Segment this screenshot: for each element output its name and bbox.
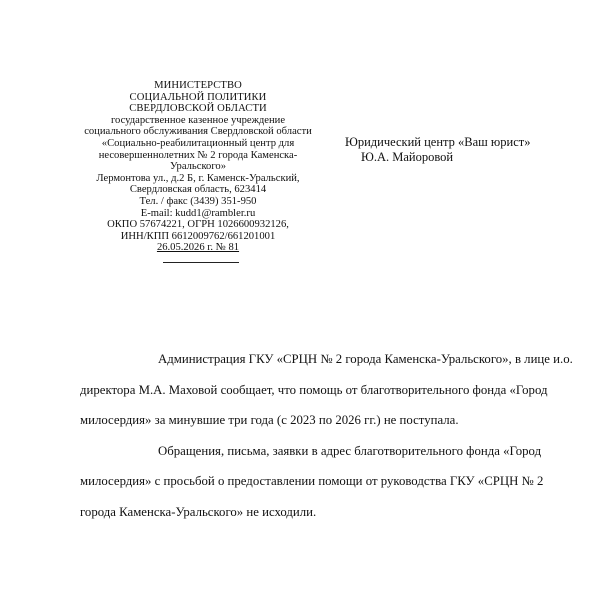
body-paragraph-1-line-3: милосердия» за минувшие три года (с 2023 по 2026 гг.) не поступала. [80,413,459,427]
recipient-organization: Юридический центр «Ваш юрист» [345,135,531,149]
letterhead-institution-type: государственное казенное учреждение [110,114,286,126]
letter-date-number: 26.05.2026 г. № 81 [156,242,240,254]
letterhead-institution-name-2: несовершеннолетних № 2 города Каменска- [98,149,298,161]
letterhead-ministry-dept: СОЦИАЛЬНОЙ ПОЛИТИКИ [129,91,267,103]
letter-body [80,344,582,527]
letterhead-address-2: Свердловская область, 623414 [129,184,267,196]
body-paragraph-2-line-2: милосердия» с просьбой о предоставлении помощи от руководства ГКУ «СРЦН № 2 [80,474,544,488]
letterhead-region: СВЕРДЛОВСКОЙ ОБЛАСТИ [129,103,267,115]
letterhead-institution-scope: социального обслуживания Свердловской области [84,126,312,138]
letterhead-institution-name-3: Уральского» [169,161,227,173]
letterhead-address-1: Лермонтова ул., д.2 Б, г. Каменск-Уральский, [96,172,300,184]
letterhead-okpo-ogrn: ОКПО 57674221, ОГРН 1026600932126, [107,219,289,231]
recipient-person: Ю.А. Майоровой [361,149,454,164]
reference-blank-line [163,262,239,263]
body-paragraph-1-line-1: Администрация ГКУ «СРЦН № 2 города Каменска-Уральского», в лице и.о. [158,352,573,366]
body-paragraph-1-line-2: директора М.А. Маховой сообщает, что помощь от благотворительного фонда «Город [80,382,548,397]
letterhead-institution-name-1: «Социально-реабилитационный центр для [101,137,295,149]
recipient-block [345,135,565,164]
body-paragraph-2-line-3: города Каменска-Уральского» не исходили. [80,504,317,519]
letterhead-inn-kpp: ИНН/КПП 6612009762/661201001 [120,230,276,242]
letterhead-email: E-mail: kudd1@rambler.ru [140,207,256,219]
letterhead-phone: Тел. / факс (3439) 351-950 [139,195,257,207]
sender-letterhead [80,80,316,254]
body-paragraph-2-line-1: Обращения, письма, заявки в адрес благотворительного фонда «Город [158,443,542,458]
letterhead-ministry: МИНИСТЕРСТВО [154,80,242,91]
